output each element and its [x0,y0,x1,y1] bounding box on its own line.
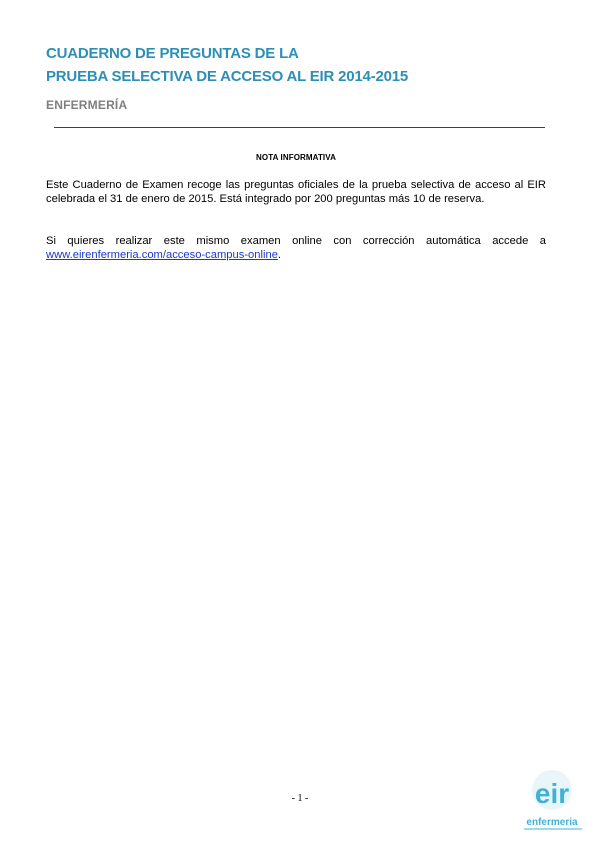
logo-main-text: eir [534,778,570,809]
note-paragraph-2-end: . [277,248,282,261]
note-paragraph-2-text: Si quieres realizar este mismo examen online con corrección automática accede a [46,235,546,247]
note-heading: NOTA INFORMATIVA [256,153,336,162]
note-paragraph-1: Este Cuaderno de Examen recoge las preguntas oficiales de la prueba selectiva de acceso al EIR celebrada el 31 de enero de 2015. Está integrado por 200 preguntas más 10 de reserva. [46,179,546,205]
horizontal-rule [54,127,545,128]
document-title [46,42,408,88]
eir-enfermeria-logo [520,768,584,832]
title-line-2: PRUEBA SELECTIVA DE ACCESO AL EIR 2014-2015 [46,68,409,85]
title-line-1: CUADERNO DE PREGUNTAS DE LA [46,45,299,62]
page-number: - 1 - [291,793,309,804]
logo-sub-text: enfermeria [526,817,578,828]
campus-online-link[interactable]: www.eirenfermeria.com/acceso-campus-online [46,248,278,261]
note-paragraph-2 [46,235,546,262]
document-subtitle: ENFERMERÍA [46,98,128,112]
